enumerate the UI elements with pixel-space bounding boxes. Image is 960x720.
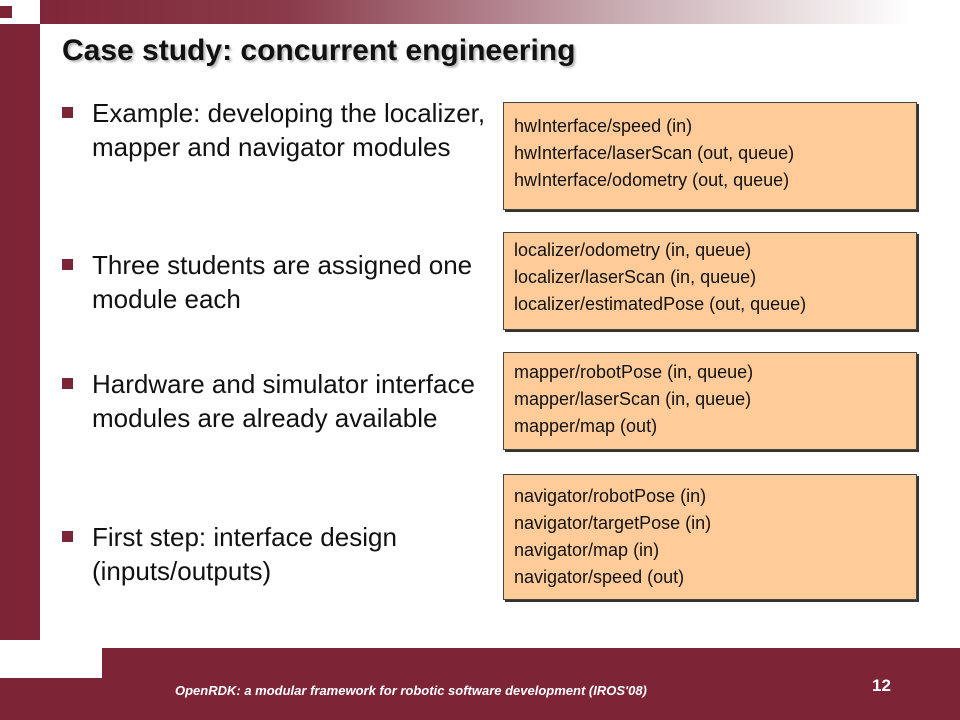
square-bullet-icon: [62, 531, 73, 542]
top-gradient-bar: [0, 0, 960, 24]
localizer-box: [503, 232, 917, 330]
interface-line: localizer/laserScan (in, queue): [514, 267, 757, 287]
interface-line: mapper/map (out): [514, 416, 658, 436]
corner-square-marker: [0, 6, 12, 18]
interface-line: hwInterface/speed (in): [514, 116, 693, 136]
square-bullet-icon: [62, 107, 73, 118]
interface-line: navigator/map (in): [514, 540, 660, 560]
square-bullet-icon: [62, 378, 73, 389]
interface-line: hwInterface/odometry (out, queue): [514, 170, 790, 190]
slide-title: Case study: concurrent engineering: [62, 34, 576, 67]
footer-corner-cutout: [0, 648, 102, 678]
left-accent-bar: [0, 24, 40, 640]
bullet-text: Hardware and simulator interface modules are already available: [92, 369, 475, 433]
interface-line: navigator/targetPose (in): [514, 513, 712, 533]
interface-line: navigator/speed (out): [514, 567, 685, 587]
square-bullet-icon: [62, 259, 73, 270]
interface-line: localizer/odometry (in, queue): [514, 240, 752, 260]
mapper-box: [503, 352, 917, 450]
footer-caption: OpenRDK: a modular framework for robotic software development (IROS'08): [175, 683, 647, 698]
bullet-text: Example: developing the localizer, mapper and navigator modules: [92, 98, 486, 162]
bullet-text: First step: interface design (inputs/outputs): [92, 522, 397, 586]
navigator-box: [503, 474, 917, 600]
interface-line: mapper/laserScan (in, queue): [514, 389, 752, 409]
hwinterface-box: [503, 102, 917, 210]
bullet-text: Three students are assigned one module each: [92, 250, 473, 314]
interface-line: hwInterface/laserScan (out, queue): [514, 143, 795, 163]
interface-line: navigator/robotPose (in): [514, 486, 707, 506]
page-number: 12: [872, 676, 891, 695]
interface-line: mapper/robotPose (in, queue): [514, 362, 754, 382]
interface-line: localizer/estimatedPose (out, queue): [514, 294, 807, 314]
